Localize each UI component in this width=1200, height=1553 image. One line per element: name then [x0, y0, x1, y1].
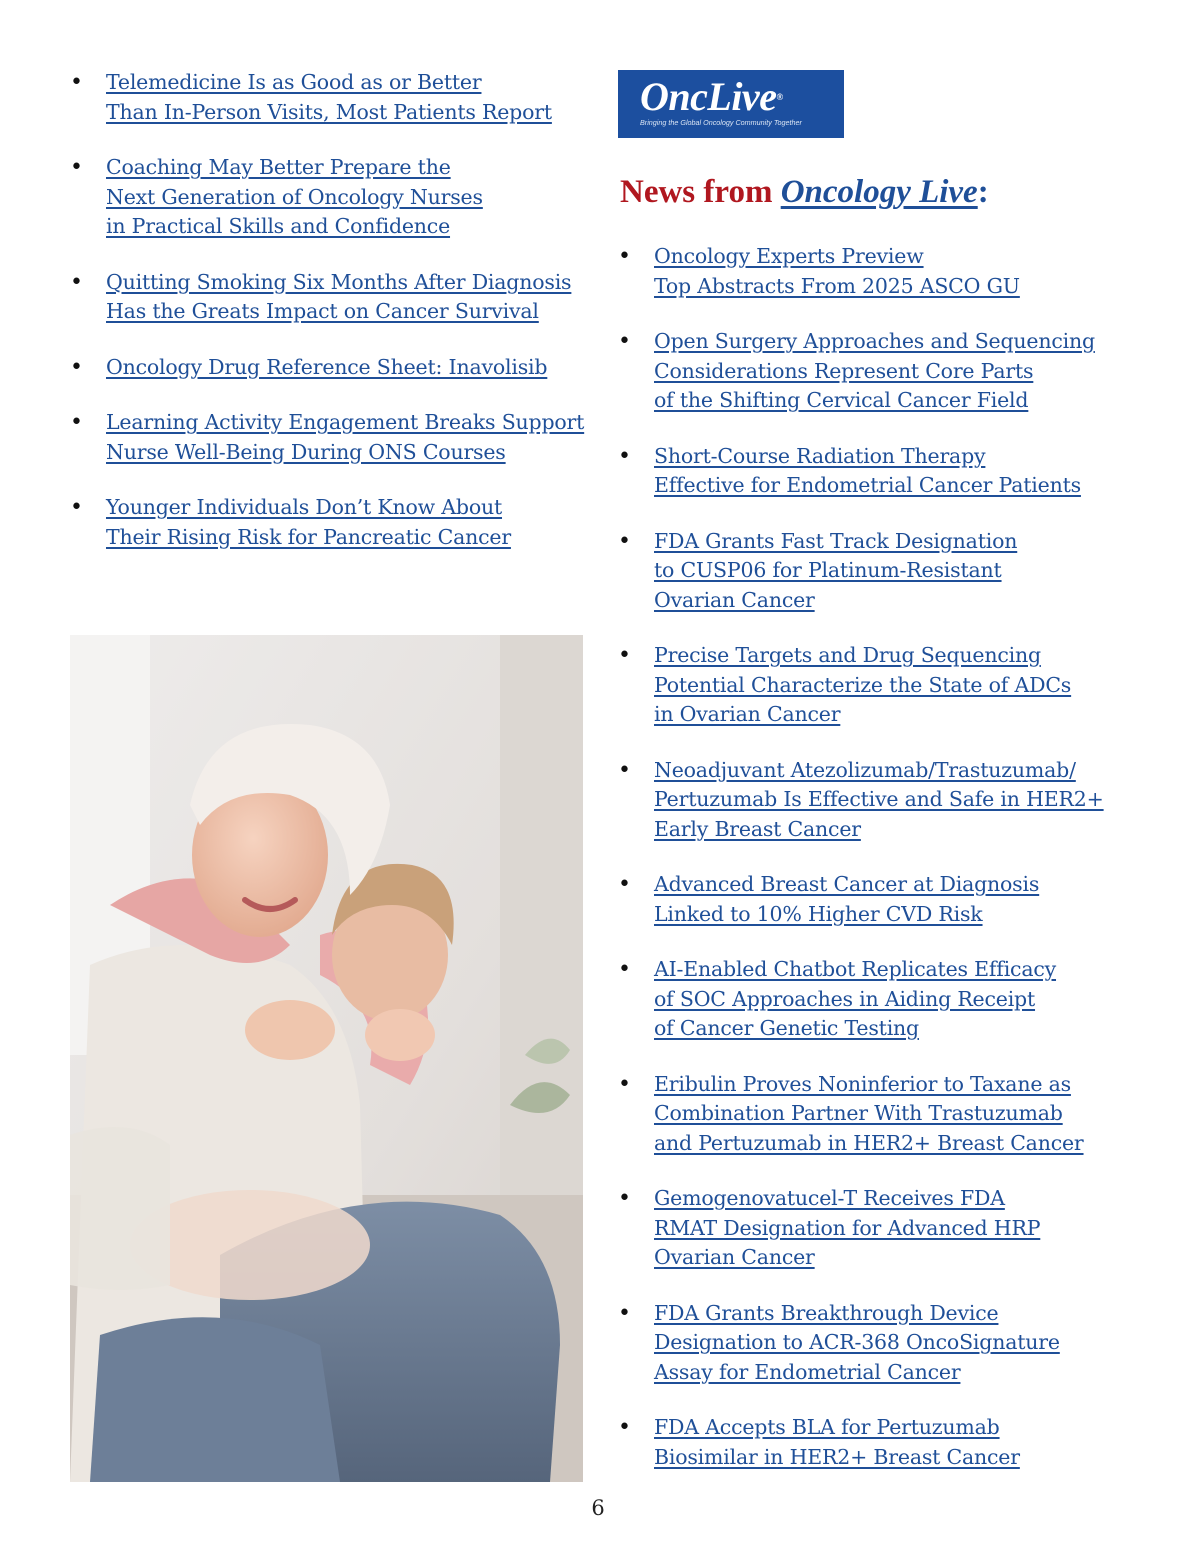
- news-link[interactable]: Oncology Experts Preview Top Abstracts From 2025 ASCO GU: [654, 244, 1020, 298]
- news-link[interactable]: Coaching May Better Prepare the Next Generation of Oncology Nurses in Practical Skills and Confidence: [106, 155, 483, 238]
- news-link[interactable]: AI-Enabled Chatbot Replicates Efficacy of SOC Approaches in Aiding Receipt of Cancer Genetic Testing: [654, 957, 1057, 1040]
- news-link[interactable]: Telemedicine Is as Good as or Better Than In-Person Visits, Most Patients Report: [106, 70, 552, 124]
- list-item: [70, 493, 590, 552]
- news-link[interactable]: Learning Activity Engagement Breaks Support Nurse Well-Being During ONS Courses: [106, 410, 585, 464]
- list-item: [70, 153, 590, 242]
- list-item: [618, 870, 1178, 929]
- news-link[interactable]: Short-Course Radiation Therapy Effective for Endometrial Cancer Patients: [654, 443, 1081, 497]
- list-item: [70, 353, 590, 383]
- news-link[interactable]: Neoadjuvant Atezolizumab/Trastuzumab/ Pertuzumab Is Effective and Safe in HER2+ Early Breast Cancer: [654, 757, 1104, 841]
- page-number: 6: [591, 1496, 605, 1520]
- news-link[interactable]: FDA Grants Breakthrough Device Designation to ACR-368 OncoSignature Assay for Endometrial Cancer: [654, 1300, 1060, 1384]
- left-news-column: [70, 68, 590, 578]
- list-item: [70, 408, 590, 467]
- news-link[interactable]: Quitting Smoking Six Months After Diagnosis Has the Greats Impact on Cancer Survival: [106, 269, 572, 323]
- list-item: [618, 1299, 1178, 1388]
- onclive-logo[interactable]: [618, 70, 844, 138]
- news-link[interactable]: Gemogenovatucel-T Receives FDA RMAT Designation for Advanced HRP Ovarian Cancer: [654, 1186, 1041, 1269]
- list-item: [618, 1184, 1178, 1273]
- list-item: [618, 641, 1178, 730]
- logo-wordmark: OncLive®: [640, 74, 783, 119]
- news-link[interactable]: Open Surgery Approaches and Sequencing Considerations Represent Core Parts of the Shifting Cervical Cancer Field: [654, 329, 1095, 412]
- right-news-column: [618, 70, 1178, 1498]
- news-link[interactable]: FDA Accepts BLA for Pertuzumab Biosimilar in HER2+ Breast Cancer: [654, 1415, 1020, 1469]
- left-news-list: [70, 68, 590, 552]
- news-link[interactable]: Younger Individuals Don’t Know About Their Rising Risk for Pancreatic Cancer: [106, 495, 511, 549]
- news-link[interactable]: FDA Grants Fast Track Designation to CUSP06 for Platinum-Resistant Ovarian Cancer: [654, 528, 1018, 612]
- section-heading: News from Oncology Live:: [620, 174, 989, 210]
- mother-daughter-photo: [70, 635, 583, 1482]
- news-link[interactable]: Precise Targets and Drug Sequencing Potential Characterize the State of ADCs in Ovarian Cancer: [654, 643, 1072, 726]
- news-link[interactable]: Advanced Breast Cancer at Diagnosis Linked to 10% Higher CVD Risk: [654, 872, 1040, 926]
- list-item: [618, 1070, 1178, 1159]
- news-link[interactable]: Oncology Drug Reference Sheet: Inavolisib: [106, 354, 548, 379]
- right-news-list: [618, 242, 1178, 1472]
- list-item: [618, 527, 1178, 616]
- list-item: [618, 442, 1178, 501]
- list-item: [618, 756, 1178, 845]
- list-item: [618, 327, 1178, 416]
- list-item: [618, 1413, 1178, 1472]
- news-link[interactable]: Eribulin Proves Noninferior to Taxane as Combination Partner With Trastuzumab and Pertuzumab in HER2+ Breast Cancer: [654, 1071, 1084, 1155]
- list-item: [70, 268, 590, 327]
- list-item: [70, 68, 590, 127]
- logo-tagline: Bringing the Global Oncology Community Together: [640, 118, 802, 127]
- list-item: [618, 242, 1178, 301]
- oncology-live-link[interactable]: Oncology Live: [780, 174, 978, 210]
- list-item: [618, 955, 1178, 1044]
